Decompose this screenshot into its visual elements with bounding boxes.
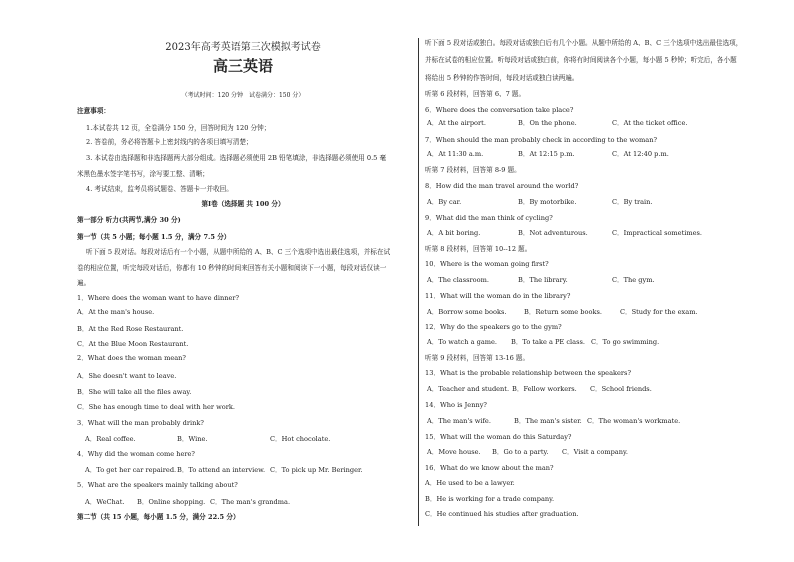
text-line: 11．What will the woman do in the library?	[425, 292, 571, 300]
text-line: C．He continued his studies after graduation.	[425, 510, 579, 518]
answer-option: A．Real coffee.	[85, 435, 136, 443]
section-heading: 第一节（共 5 小题；每小题 1.5 分，满分 7.5 分）	[77, 233, 231, 241]
text-line: 听下面 5 段对话或独白。每段对话或独白后有几个小题。从题中所给的 A、B、C 三个选项中选出最佳选项，	[425, 39, 743, 47]
answer-option: A．The man's wife.	[427, 417, 491, 425]
text-line: 6．Where does the conversation take place?	[425, 106, 574, 114]
exam-info: （考试时间：120 分钟 试卷满分：150 分）	[181, 92, 305, 99]
text-line: 卷的相应位置，听完每段对话后，你都有 10 秒钟的时间来回答有关小题和阅读下一小题，每段对话仅读一	[77, 264, 387, 272]
answer-option: B．Not adventurous.	[518, 229, 588, 237]
text-line: 12．Why do the speakers go to the gym?	[425, 323, 562, 331]
text-line: B．He is working for a trade company.	[425, 495, 555, 503]
section-heading: 注意事项：	[77, 107, 110, 115]
text-line: 16．What do we know about the man?	[425, 464, 554, 472]
text-line: 5．What are the speakers mainly talking about?	[77, 481, 238, 489]
text-line: 7．When should the man probably check in according to the woman?	[425, 136, 657, 144]
answer-option: C．Visit a company.	[562, 448, 628, 456]
text-line: 2．What does the woman mean?	[77, 354, 186, 362]
answer-option: A．To watch a game.	[427, 338, 497, 346]
answer-option: B．Fellow workers.	[512, 385, 577, 393]
answer-option: A．At 11:30 a.m.	[427, 150, 484, 158]
section-heading: 第Ⅰ卷（选择题 共 100 分）	[201, 200, 285, 208]
text-line: C．At the Blue Moon Restaurant.	[77, 340, 189, 348]
answer-option: C．To go swimming.	[591, 338, 660, 346]
answer-option: A．At the airport.	[427, 119, 486, 127]
answer-option: C．At 12:40 p.m.	[612, 150, 669, 158]
text-line: 15．What will the woman do this Saturday?	[425, 433, 572, 441]
text-line: 4. 考试结束，监考员将试题卷、答题卡一并收回。	[86, 185, 233, 193]
answer-option: C．School friends.	[590, 385, 652, 393]
text-line: 9．What did the man think of cycling?	[425, 214, 553, 222]
text-line: 听第 7 段材料，回答第 8-9 题。	[425, 166, 521, 174]
text-line: B．At the Red Rose Restaurant.	[77, 325, 184, 333]
section-heading: 第二节（共 15 小题，每小题 1.5 分，满分 22.5 分）	[77, 513, 240, 521]
text-line: 听第 8 段材料，回答第 10--12 题。	[425, 245, 532, 253]
text-line: 2. 答卷前，务必将答题卡上密封线内的各项目填写清楚；	[86, 138, 253, 146]
text-line: 听下面 5 段对话。每段对话后有一个小题，从题中所给的 A、B、C 三个选项中选出最佳选项，并标在试	[86, 248, 391, 256]
text-line: 13．What is the probable relationship between the speakers?	[425, 369, 631, 377]
section-heading: 第一部分 听力(共两节,满分 30 分)	[77, 216, 181, 224]
text-line: 4．Why did the woman come here?	[77, 450, 195, 458]
column-divider	[418, 38, 419, 526]
answer-option: C．The gym.	[612, 276, 655, 284]
answer-option: A．The classroom.	[427, 276, 489, 284]
answer-option: A．A bit boring.	[427, 229, 481, 237]
answer-option: A．To get her car repaired.	[85, 466, 177, 474]
answer-option: C．The woman's workmate.	[587, 417, 681, 425]
answer-option: A．By car.	[427, 198, 462, 206]
text-line: 1.本试卷共 12 页，全卷满分 150 分，回答时间为 120 分钟；	[86, 124, 271, 132]
text-line: A．At the man's house.	[77, 308, 155, 316]
answer-option: C．Hot chocolate.	[270, 435, 331, 443]
text-line: 10．Where is the woman going first?	[425, 260, 549, 268]
answer-option: B．Online shopping.	[137, 498, 206, 506]
answer-option: A．Teacher and student.	[427, 385, 510, 393]
answer-option: B．The library.	[518, 276, 568, 284]
text-line: 遍。	[77, 279, 91, 287]
text-line: 3．What will the man probably drink?	[77, 419, 204, 427]
text-line: 8．How did the man travel around the world?	[425, 182, 579, 190]
answer-option: B．At 12:15 p.m.	[518, 150, 575, 158]
answer-option: C．The man's grandma.	[210, 498, 291, 506]
answer-option: B．Return some books.	[524, 308, 602, 316]
answer-option: C．Impractical sometimes.	[612, 229, 702, 237]
answer-option: A．Borrow some books.	[427, 308, 507, 316]
answer-option: B．By motorbike.	[518, 198, 577, 206]
text-line: 并标在试卷的相应位置。听每段对话或独白前，你将有时间阅读各个小题，每小题 5 秒钟；听完后，各小题	[425, 56, 737, 64]
text-line: A．She doesn't want to leave.	[77, 372, 177, 380]
text-line: 听第 9 段材料，回答第 13-16 题。	[425, 354, 530, 362]
answer-option: B．The man's sister.	[514, 417, 582, 425]
text-line: A．He used to be a lawyer.	[425, 479, 515, 487]
answer-option: B．To attend an interview.	[177, 466, 266, 474]
text-line: 将给出 5 秒钟的作答时间，每段对话或独白读两遍。	[425, 74, 579, 82]
answer-option: B．On the phone.	[518, 119, 577, 127]
text-line: B．She will take all the files away.	[77, 388, 192, 396]
answer-option: B．Wine.	[177, 435, 208, 443]
exam-title: 2023年高考英语第三次模拟考试卷	[165, 42, 321, 53]
text-line: C．She has enough time to deal with her work.	[77, 403, 235, 411]
text-line: 3. 本试卷由选择题和非选择题两大部分组成。选择题必须使用 2B 铅笔填涂，非选择题必须使用 0.5 毫	[86, 154, 387, 162]
subject-title: 高三英语	[212, 57, 274, 75]
text-line: 1．Where does the woman want to have dinner?	[77, 294, 240, 302]
answer-option: C．At the ticket office.	[612, 119, 688, 127]
text-line: 听第 6 段材料，回答第 6、7 题。	[425, 90, 526, 98]
answer-option: B．To take a PE class.	[511, 338, 585, 346]
answer-option: C．By train.	[612, 198, 653, 206]
text-line: 米黑色墨水签字笔书写，涂写要工整、清晰；	[77, 170, 209, 178]
answer-option: A．WeChat.	[85, 498, 125, 506]
answer-option: B．Go to a party.	[492, 448, 549, 456]
answer-option: A．Move house.	[427, 448, 481, 456]
text-line: 14．Who is Jenny?	[425, 401, 487, 409]
answer-option: C．Study for the exam.	[620, 308, 698, 316]
answer-option: C．To pick up Mr. Beringer.	[270, 466, 363, 474]
